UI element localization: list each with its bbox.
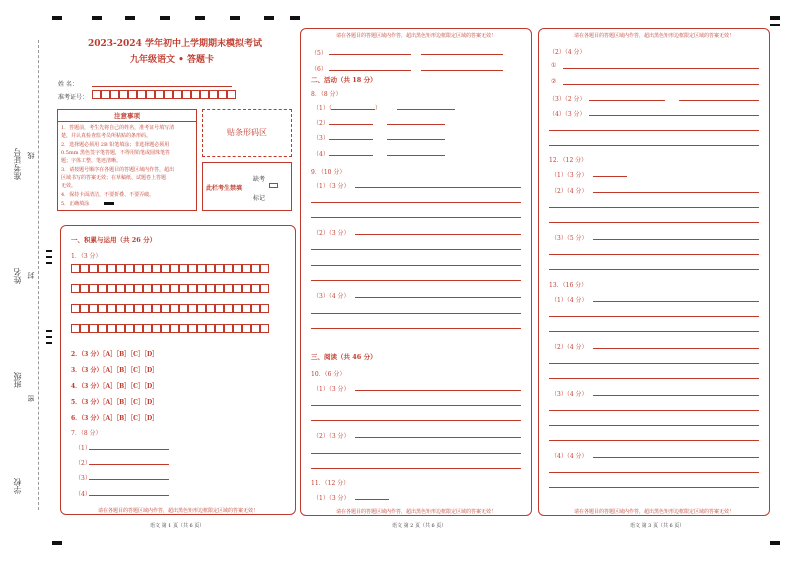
answer-line[interactable]	[679, 100, 759, 101]
grid-cell[interactable]	[251, 264, 260, 273]
writing-grid[interactable]	[71, 264, 269, 273]
sub-question: ②	[551, 78, 557, 85]
sub-question: （1）（3 分）	[313, 386, 350, 393]
answer-line[interactable]	[549, 363, 759, 364]
sub-question: （4）（3 分）	[549, 111, 586, 118]
grid-cell[interactable]	[224, 284, 233, 293]
absent-box	[202, 162, 292, 211]
answer-line[interactable]	[593, 176, 627, 177]
grid-cell[interactable]	[89, 304, 98, 313]
sub-question: （2）	[75, 460, 91, 467]
sub-question: （3）	[75, 475, 91, 482]
answer-line[interactable]	[549, 331, 759, 332]
name-field[interactable]	[92, 86, 232, 87]
notice-box	[57, 109, 197, 211]
answer-line[interactable]	[329, 139, 373, 140]
grid-cell[interactable]	[260, 304, 269, 313]
choice-question[interactable]: 4．（3 分）［A］［B］［C］［D］	[71, 383, 159, 390]
grid-cell[interactable]	[134, 304, 143, 313]
registration-mark	[46, 256, 52, 258]
answer-line[interactable]	[331, 109, 375, 110]
registration-mark	[230, 16, 240, 20]
answer-line[interactable]	[311, 217, 521, 218]
registration-mark	[46, 336, 52, 338]
answer-line[interactable]	[589, 100, 665, 101]
answer-line[interactable]	[421, 70, 503, 71]
barcode-area	[202, 109, 292, 157]
sub-question: （1）（3 分）	[313, 183, 350, 190]
grid-cell[interactable]	[233, 324, 242, 333]
registration-mark	[770, 541, 780, 545]
grid-cell[interactable]	[224, 324, 233, 333]
grid-cell[interactable]	[134, 284, 143, 293]
grid-cell[interactable]	[197, 304, 206, 313]
notice-item: 题；字体工整、笔迹清晰。	[61, 158, 122, 164]
section-title: 一、积累与运用（共 26 分）	[71, 236, 157, 244]
grid-cell[interactable]	[197, 324, 206, 333]
sub-question: （2）（4 分）	[551, 188, 588, 195]
grid-cell[interactable]	[152, 324, 161, 333]
answer-line[interactable]	[311, 280, 521, 281]
grid-cell[interactable]	[80, 264, 89, 273]
grid-cell[interactable]	[89, 324, 98, 333]
answer-line[interactable]	[329, 155, 373, 156]
answer-line[interactable]	[311, 313, 521, 314]
answer-line[interactable]	[355, 297, 521, 298]
grid-cell[interactable]	[170, 264, 179, 273]
absent-label: 此栏考生禁填	[206, 185, 243, 192]
grid-cell[interactable]	[143, 324, 152, 333]
grid-cell[interactable]	[107, 264, 116, 273]
answer-line[interactable]	[311, 453, 521, 454]
sub-question: （4）（4 分）	[551, 453, 588, 460]
grid-cell[interactable]	[215, 284, 224, 293]
question-label: 12．（12 分）	[549, 157, 588, 164]
choice-question[interactable]: 6．（3 分）［A］［B］［C］［D］	[71, 415, 159, 422]
notice-item: 区域书写的答案无效；在草稿纸、试题卷上答题	[61, 175, 167, 181]
writing-grid[interactable]	[71, 284, 269, 293]
registration-mark	[160, 16, 170, 20]
answer-box-col1	[60, 225, 296, 515]
answer-line[interactable]	[549, 472, 759, 473]
exam-subtitle: 九年级语文 • 答题卡	[130, 55, 215, 65]
answer-line[interactable]	[387, 139, 445, 140]
side-label-school: 学校	[13, 478, 22, 494]
choice-question[interactable]: 2．（3 分）［A］［B］［C］［D］	[71, 351, 159, 358]
notice-item: 无效。	[61, 183, 77, 189]
notice-title: 注意事项	[58, 111, 196, 122]
answer-line[interactable]	[593, 301, 759, 302]
sub-question: （4）	[75, 491, 91, 498]
grid-cell[interactable]	[116, 284, 125, 293]
grid-cell[interactable]	[98, 284, 107, 293]
answer-line[interactable]	[89, 479, 169, 480]
answer-line[interactable]	[593, 192, 759, 193]
sub-question: （2）	[313, 120, 329, 127]
question-label: 11．（12 分）	[311, 480, 350, 487]
answer-line[interactable]	[311, 328, 521, 329]
grid-cell[interactable]	[107, 304, 116, 313]
grid-cell[interactable]	[80, 324, 89, 333]
notice-item: 4．保持卡面清洁，不要折叠、不要弄破。	[61, 192, 155, 198]
grid-cell[interactable]	[179, 284, 188, 293]
choice-question[interactable]: 3．（3 分）［A］［B］［C］［D］	[71, 367, 159, 374]
answer-line[interactable]	[593, 395, 759, 396]
grid-cell[interactable]	[242, 324, 251, 333]
grid-cell[interactable]	[71, 264, 80, 273]
answer-line[interactable]	[355, 390, 521, 391]
grid-cell[interactable]	[206, 304, 215, 313]
grid-cell[interactable]	[125, 304, 134, 313]
question-label: 1．（3 分）	[71, 253, 102, 260]
sub-question: （1）（3 分）	[313, 495, 350, 502]
answer-line[interactable]	[329, 70, 411, 71]
grid-cell[interactable]	[170, 284, 179, 293]
grid-cell[interactable]	[260, 284, 269, 293]
question-label: 8．（8 分）	[311, 91, 342, 98]
grid-cell[interactable]	[233, 304, 242, 313]
grid-cell[interactable]	[71, 284, 80, 293]
absent-missing: 缺考	[253, 176, 266, 183]
side-label-secret: 密	[27, 395, 35, 402]
grid-cell[interactable]	[242, 304, 251, 313]
section-title: 三、阅读（共 46 分）	[311, 353, 377, 361]
grid-cell[interactable]	[161, 324, 170, 333]
choice-question[interactable]: 5．（3 分）［A］［B］［C］［D］	[71, 399, 159, 406]
grid-cell[interactable]	[71, 324, 80, 333]
grid-cell[interactable]	[125, 324, 134, 333]
answer-line[interactable]	[355, 499, 389, 500]
writing-grid[interactable]	[71, 304, 269, 313]
grid-cell[interactable]	[143, 264, 152, 273]
binding-line	[38, 40, 39, 510]
grid-cell[interactable]	[206, 264, 215, 273]
notice-item: 0.5mm 黑色签字笔答题，不得用铅笔或圆珠笔答	[61, 150, 171, 156]
grid-cell[interactable]	[215, 324, 224, 333]
answer-line[interactable]	[387, 124, 445, 125]
grid-cell[interactable]	[134, 264, 143, 273]
grid-cell[interactable]	[107, 284, 116, 293]
side-label-name: 姓名	[13, 268, 22, 284]
sub-question: （5）	[311, 50, 327, 57]
registration-mark	[125, 16, 135, 20]
grid-cell[interactable]	[206, 284, 215, 293]
grid-cell[interactable]	[161, 284, 170, 293]
answer-line[interactable]	[563, 68, 759, 69]
answer-line[interactable]	[549, 222, 759, 223]
absent-checkbox[interactable]	[269, 183, 278, 188]
answer-line[interactable]	[593, 239, 759, 240]
answer-line[interactable]	[549, 130, 759, 131]
grid-cell[interactable]	[116, 304, 125, 313]
grid-cell[interactable]	[224, 264, 233, 273]
page-footer: 语文 第 2 页（共 6 页）	[392, 523, 447, 529]
side-label-line: 线	[27, 152, 35, 159]
answer-line[interactable]	[549, 145, 759, 146]
page-footer: 语文 第 3 页（共 6 页）	[630, 523, 685, 529]
question-label: 13．（16 分）	[549, 282, 588, 289]
registration-mark	[92, 16, 102, 20]
grid-cell[interactable]	[71, 304, 80, 313]
grid-cell[interactable]	[152, 284, 161, 293]
answer-line[interactable]	[593, 457, 759, 458]
registration-mark	[46, 330, 52, 332]
answer-line[interactable]	[589, 115, 759, 116]
sub-question: （4）	[313, 151, 329, 158]
sub-question: （2）（4 分）	[551, 344, 588, 351]
grid-cell[interactable]	[251, 284, 260, 293]
barcode-label: 贴条形码区	[227, 128, 267, 137]
name-label: 姓 名：	[58, 81, 78, 88]
notice-item: 2．选择题必须用 2B 铅笔填涂；非选择题必须用	[61, 142, 170, 148]
sub-question: （1）（	[313, 105, 332, 112]
grid-cell[interactable]	[233, 284, 242, 293]
answer-line[interactable]	[549, 254, 759, 255]
notice-item: 楚，并认真检查监考员所粘贴的条形码。	[61, 133, 152, 139]
fill-sample-icon	[104, 202, 114, 205]
grid-cell[interactable]	[152, 304, 161, 313]
answer-line[interactable]	[421, 54, 503, 55]
grid-cell[interactable]	[98, 264, 107, 273]
registration-mark	[46, 250, 52, 252]
answer-line[interactable]	[311, 420, 521, 421]
grid-cell[interactable]	[188, 284, 197, 293]
sub-question: （6）	[311, 66, 327, 73]
exam-title: 2023-2024 学年初中上学期期末模拟考试	[88, 39, 262, 49]
side-label-class: 班级	[13, 372, 22, 388]
grid-cell[interactable]	[260, 264, 269, 273]
sub-question: ①	[551, 62, 557, 69]
notice-item: 3．请按题号顺序在各题目的答题区域内作答，超出	[61, 167, 175, 173]
grid-cell[interactable]	[251, 304, 260, 313]
section-title: 二、活动（共 18 分）	[311, 76, 377, 84]
answer-line[interactable]	[355, 187, 521, 188]
grid-cell[interactable]	[125, 264, 134, 273]
grid-cell[interactable]	[179, 304, 188, 313]
warning-text: 请在各题目的答题区域内作答，超出黑色矩形边框限定区域的答案无效！	[335, 509, 496, 515]
grid-cell[interactable]	[197, 264, 206, 273]
answer-line[interactable]	[549, 440, 759, 441]
answer-line[interactable]	[549, 487, 759, 488]
page-footer: 语文 第 1 页（共 6 页）	[150, 523, 205, 529]
sub-question: （1）	[75, 445, 91, 452]
grid-cell[interactable]	[98, 324, 107, 333]
grid-cell[interactable]	[116, 264, 125, 273]
sub-question: （3）（2 分）	[549, 96, 586, 103]
answer-line[interactable]	[311, 468, 521, 469]
registration-mark	[770, 24, 780, 26]
id-label: 准考证号：	[58, 94, 89, 101]
grid-cell[interactable]	[143, 304, 152, 313]
answer-line[interactable]	[329, 124, 373, 125]
registration-mark	[770, 16, 780, 20]
grid-cell[interactable]	[242, 284, 251, 293]
side-label-id: 准考证号	[13, 148, 22, 180]
notice-item: 1．答题前，考生先将自己的姓名，准考证号填写清	[61, 125, 175, 131]
grid-cell[interactable]	[251, 324, 260, 333]
grid-cell[interactable]	[197, 284, 206, 293]
registration-mark	[195, 16, 205, 20]
sub-question: （2）（3 分）	[313, 433, 350, 440]
grid-cell[interactable]	[188, 264, 197, 273]
sub-question: ）	[375, 105, 382, 112]
answer-line[interactable]	[89, 464, 169, 465]
grid-cell[interactable]	[80, 304, 89, 313]
grid-cell[interactable]	[89, 264, 98, 273]
grid-cell[interactable]	[215, 304, 224, 313]
warning-text: 请在各题目的答题区域内作答，超出黑色矩形边框限定区域的答案无效！	[335, 33, 496, 39]
sub-question: （1）（4 分）	[551, 297, 588, 304]
answer-line[interactable]	[89, 449, 169, 450]
grid-cell[interactable]	[179, 324, 188, 333]
answer-line[interactable]	[549, 316, 759, 317]
grid-cell[interactable]	[89, 284, 98, 293]
grid-cell[interactable]	[152, 264, 161, 273]
grid-cell[interactable]	[116, 324, 125, 333]
answer-line[interactable]	[549, 269, 759, 270]
sub-question: （3）（4 分）	[551, 391, 588, 398]
answer-box-col2	[300, 28, 532, 516]
question-label: 10．（6 分）	[311, 371, 346, 378]
answer-line[interactable]	[311, 265, 521, 266]
answer-line[interactable]	[593, 348, 759, 349]
sub-question: （3）（4 分）	[313, 293, 350, 300]
side-label-seal: 封	[27, 272, 35, 279]
answer-line[interactable]	[311, 405, 521, 406]
grid-cell[interactable]	[143, 284, 152, 293]
sub-question: （3）	[313, 135, 329, 142]
answer-line[interactable]	[311, 202, 521, 203]
answer-line[interactable]	[89, 495, 169, 496]
writing-grid[interactable]	[71, 324, 269, 333]
answer-line[interactable]	[311, 249, 521, 250]
answer-line[interactable]	[387, 155, 445, 156]
registration-mark	[264, 16, 274, 20]
grid-cell[interactable]	[125, 284, 134, 293]
grid-cell[interactable]	[170, 304, 179, 313]
grid-cell[interactable]	[170, 324, 179, 333]
grid-cell[interactable]	[224, 304, 233, 313]
absent-mark: 标记	[253, 195, 266, 202]
answer-line[interactable]	[355, 437, 521, 438]
answer-line[interactable]	[549, 425, 759, 426]
grid-cell[interactable]	[179, 264, 188, 273]
answer-line[interactable]	[329, 54, 411, 55]
grid-cell[interactable]	[161, 304, 170, 313]
registration-mark	[290, 16, 300, 20]
answer-line[interactable]	[563, 84, 759, 85]
sub-question: （2）（3 分）	[313, 230, 350, 237]
answer-line[interactable]	[549, 207, 759, 208]
grid-cell[interactable]	[233, 264, 242, 273]
answer-line[interactable]	[549, 378, 759, 379]
registration-mark	[46, 342, 52, 344]
sub-question: （3）（5 分）	[551, 235, 588, 242]
warning-text: 请在各题目的答题区域内作答，超出黑色矩形边框限定区域的答案无效！	[97, 508, 258, 514]
sub-question: （1）（3 分）	[551, 172, 588, 179]
warning-text: 请在各题目的答题区域内作答，超出黑色矩形边框限定区域的答案无效！	[573, 509, 734, 515]
grid-cell[interactable]	[134, 324, 143, 333]
registration-mark	[52, 541, 62, 545]
sub-question: （2）（4 分）	[549, 49, 586, 56]
answer-line[interactable]	[397, 109, 455, 110]
grid-cell[interactable]	[242, 264, 251, 273]
grid-cell[interactable]	[98, 304, 107, 313]
grid-cell[interactable]	[188, 324, 197, 333]
registration-mark	[52, 16, 62, 20]
grid-cell[interactable]	[107, 324, 116, 333]
grid-cell[interactable]	[215, 264, 224, 273]
answer-box-col3	[538, 28, 770, 516]
warning-text: 请在各题目的答题区域内作答，超出黑色矩形边框限定区域的答案无效！	[573, 33, 734, 39]
grid-cell[interactable]	[80, 284, 89, 293]
question-label: 7．（8 分）	[71, 430, 102, 437]
notice-item: 5．正确填涂	[61, 201, 90, 207]
question-label: 9．（10 分）	[311, 169, 346, 176]
answer-line[interactable]	[549, 410, 759, 411]
registration-mark	[46, 262, 52, 264]
answer-line[interactable]	[355, 234, 521, 235]
grid-cell[interactable]	[260, 324, 269, 333]
grid-cell[interactable]	[188, 304, 197, 313]
grid-cell[interactable]	[206, 324, 215, 333]
grid-cell[interactable]	[161, 264, 170, 273]
